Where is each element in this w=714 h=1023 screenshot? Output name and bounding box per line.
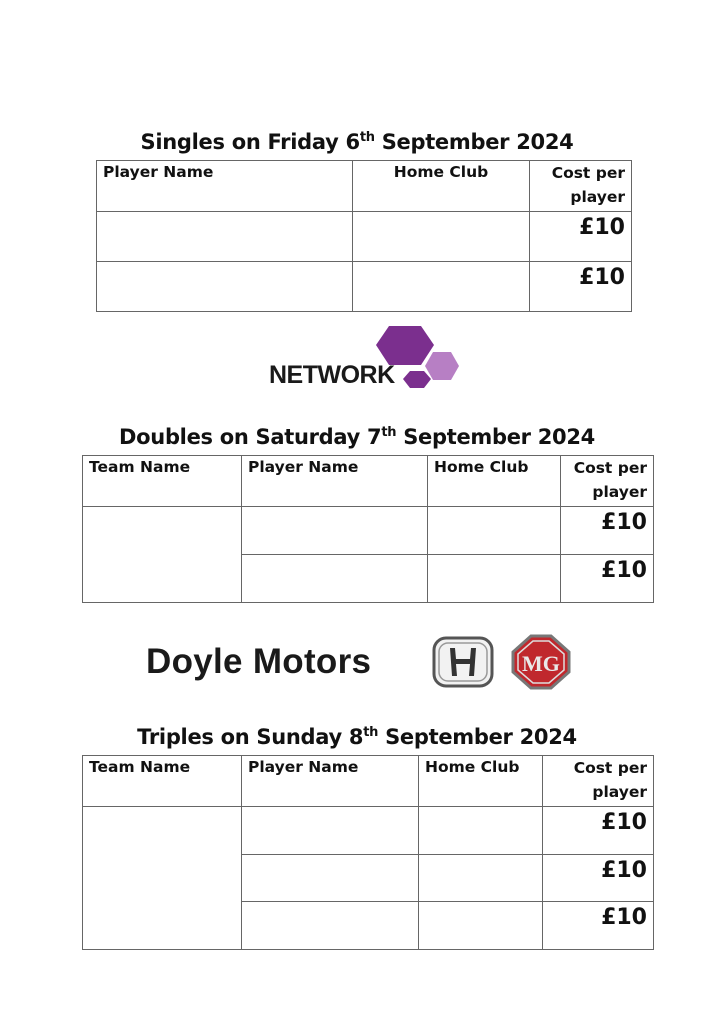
header-team-name: Team Name [83, 756, 242, 807]
team-name-cell[interactable] [83, 807, 242, 950]
cost-label-line2: player [570, 188, 625, 206]
singles-heading-sup: th [359, 130, 375, 145]
price-cell: £10 [543, 902, 654, 950]
triples-heading-text-end: September 2024 [378, 725, 577, 749]
price-cell: £10 [543, 807, 654, 855]
player-name-cell[interactable] [242, 807, 419, 855]
price-cell: £10 [530, 212, 632, 262]
header-home-club: Home Club [428, 456, 561, 507]
header-cost-per-player [530, 161, 632, 212]
header-player-name: Player Name [242, 456, 428, 507]
cost-label-line2: player [592, 783, 647, 801]
home-club-cell[interactable] [428, 507, 561, 555]
triples-table [82, 755, 654, 950]
cost-label-line2: player [592, 483, 647, 501]
doyle-motors-logo [146, 632, 576, 694]
cost-label-line1: Cost per [573, 459, 647, 477]
header-cost-per-player [543, 756, 654, 807]
doubles-heading-text: Doubles on Saturday 7 [119, 425, 382, 449]
home-club-cell[interactable] [353, 212, 530, 262]
price-cell: £10 [561, 507, 654, 555]
triples-heading [0, 725, 714, 749]
price-cell: £10 [530, 262, 632, 312]
doubles-heading [0, 425, 714, 449]
home-club-cell[interactable] [428, 555, 561, 603]
doubles-heading-sup: th [381, 425, 397, 440]
triples-heading-text: Triples on Sunday 8 [137, 725, 364, 749]
singles-heading-text: Singles on Friday 6 [140, 130, 360, 154]
singles-heading [0, 130, 714, 154]
header-player-name: Player Name [97, 161, 353, 212]
doubles-heading-text-end: September 2024 [396, 425, 595, 449]
doubles-table [82, 455, 654, 603]
triples-heading-sup: th [363, 725, 379, 740]
price-cell: £10 [543, 855, 654, 902]
header-home-club: Home Club [419, 756, 543, 807]
player-name-cell[interactable] [97, 262, 353, 312]
player-name-cell[interactable] [242, 855, 419, 902]
team-name-cell[interactable] [83, 507, 242, 603]
mg-logo-icon [510, 633, 572, 691]
home-club-cell[interactable] [419, 855, 543, 902]
player-name-cell[interactable] [242, 902, 419, 950]
home-club-cell[interactable] [353, 262, 530, 312]
doyle-motors-name: Doyle Motors [146, 642, 372, 681]
header-player-name: Player Name [242, 756, 419, 807]
singles-heading-text-end: September 2024 [374, 130, 574, 154]
player-name-cell[interactable] [242, 555, 428, 603]
svg-text:MG: MG [522, 651, 560, 676]
network-name: NETWORK [269, 361, 395, 389]
home-club-cell[interactable] [419, 902, 543, 950]
network-logo [268, 324, 464, 390]
header-cost-per-player [561, 456, 654, 507]
honda-logo-icon [432, 636, 494, 688]
singles-table [96, 160, 632, 312]
header-home-club: Home Club [353, 161, 530, 212]
cost-label-line1: Cost per [573, 759, 647, 777]
player-name-cell[interactable] [97, 212, 353, 262]
price-cell: £10 [561, 555, 654, 603]
header-team-name: Team Name [83, 456, 242, 507]
player-name-cell[interactable] [242, 507, 428, 555]
home-club-cell[interactable] [419, 807, 543, 855]
cost-label-line1: Cost per [551, 164, 625, 182]
